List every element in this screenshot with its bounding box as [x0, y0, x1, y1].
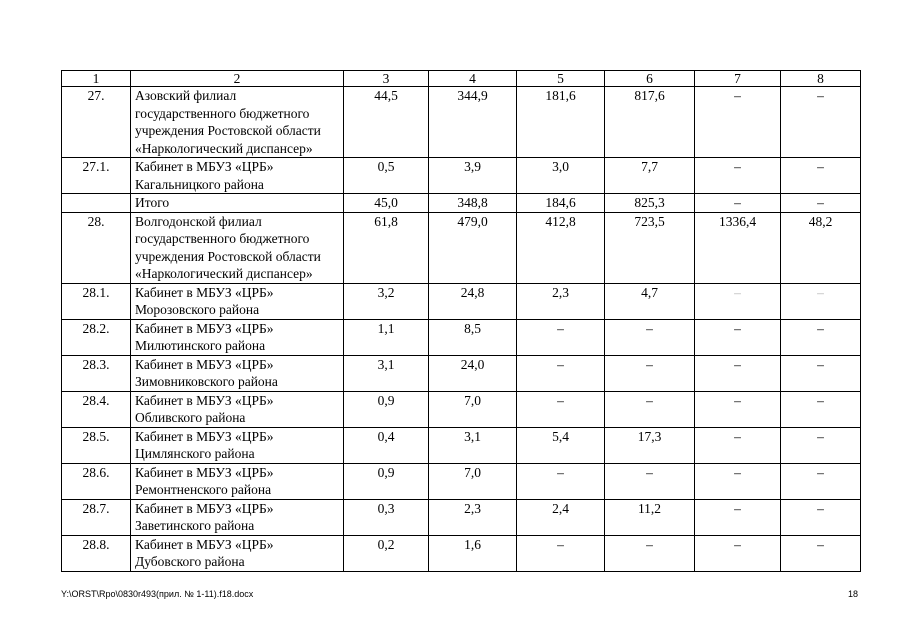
value-cell-5: 181,6: [517, 87, 605, 158]
table-row: [62, 535, 861, 571]
table-row: [62, 87, 861, 158]
value-cell-5: 3,0: [517, 158, 605, 194]
table-body: [62, 71, 861, 572]
value-cell-6: –: [605, 319, 695, 355]
table-row: [62, 355, 861, 391]
value-cell-3: 3,2: [344, 283, 429, 319]
value-cell-8: –: [781, 283, 861, 319]
row-number-cell: 28.8.: [62, 535, 131, 571]
table-row: [62, 319, 861, 355]
value-cell-6: 723,5: [605, 212, 695, 283]
value-cell-3: 0,9: [344, 463, 429, 499]
value-cell-3: 0,3: [344, 499, 429, 535]
value-cell-6: –: [605, 463, 695, 499]
value-cell-5: 2,3: [517, 283, 605, 319]
table-row: [62, 463, 861, 499]
row-name-cell: Кабинет в МБУЗ «ЦРБ» Ремонтненского района: [131, 463, 344, 499]
table-row: [62, 194, 861, 213]
row-number-cell: 27.: [62, 87, 131, 158]
row-number-cell: 28.3.: [62, 355, 131, 391]
row-name-cell: Кабинет в МБУЗ «ЦРБ» Заветинского района: [131, 499, 344, 535]
value-cell-6: 17,3: [605, 427, 695, 463]
row-number-cell: 28.6.: [62, 463, 131, 499]
value-cell-4: 24,0: [429, 355, 517, 391]
row-name-cell: Кабинет в МБУЗ «ЦРБ» Зимовниковского района: [131, 355, 344, 391]
row-number-cell: 27.1.: [62, 158, 131, 194]
value-cell-8: –: [781, 158, 861, 194]
header-cell: 4: [429, 71, 517, 87]
header-cell: 7: [695, 71, 781, 87]
value-cell-6: –: [605, 391, 695, 427]
value-cell-5: –: [517, 463, 605, 499]
value-cell-6: 817,6: [605, 87, 695, 158]
value-cell-5: –: [517, 355, 605, 391]
row-number-cell: 28.5.: [62, 427, 131, 463]
value-cell-7: –: [695, 391, 781, 427]
value-cell-7: –: [695, 427, 781, 463]
value-cell-5: 2,4: [517, 499, 605, 535]
value-cell-6: –: [605, 355, 695, 391]
table-row: [62, 427, 861, 463]
row-name-cell: Кабинет в МБУЗ «ЦРБ» Морозовского района: [131, 283, 344, 319]
value-cell-4: 3,1: [429, 427, 517, 463]
row-name-cell: Волгодонской филиал государственного бюджетного учреждения Ростовской области «Наркологический диспансер»: [131, 212, 344, 283]
value-cell-8: –: [781, 355, 861, 391]
row-number-cell: 28.1.: [62, 283, 131, 319]
row-name-cell: Кабинет в МБУЗ «ЦРБ» Дубовского района: [131, 535, 344, 571]
value-cell-4: 24,8: [429, 283, 517, 319]
value-cell-4: 1,6: [429, 535, 517, 571]
value-cell-3: 45,0: [344, 194, 429, 213]
value-cell-7: –: [695, 283, 781, 319]
value-cell-7: –: [695, 319, 781, 355]
value-cell-5: –: [517, 319, 605, 355]
value-cell-5: –: [517, 391, 605, 427]
value-cell-7: –: [695, 499, 781, 535]
value-cell-8: –: [781, 87, 861, 158]
value-cell-4: 7,0: [429, 463, 517, 499]
value-cell-4: 344,9: [429, 87, 517, 158]
table-header-row: [62, 71, 861, 87]
value-cell-5: 412,8: [517, 212, 605, 283]
row-number-cell: 28.4.: [62, 391, 131, 427]
value-cell-5: 5,4: [517, 427, 605, 463]
value-cell-8: –: [781, 391, 861, 427]
header-cell: 1: [62, 71, 131, 87]
row-name-cell: Итого: [131, 194, 344, 213]
value-cell-6: 11,2: [605, 499, 695, 535]
value-cell-7: –: [695, 87, 781, 158]
value-cell-7: –: [695, 194, 781, 213]
value-cell-7: –: [695, 355, 781, 391]
value-cell-3: 0,9: [344, 391, 429, 427]
value-cell-4: 348,8: [429, 194, 517, 213]
value-cell-6: 7,7: [605, 158, 695, 194]
row-name-cell: Кабинет в МБУЗ «ЦРБ» Цимлянского района: [131, 427, 344, 463]
value-cell-3: 61,8: [344, 212, 429, 283]
table-row: [62, 283, 861, 319]
row-number-cell: 28.7.: [62, 499, 131, 535]
value-cell-7: –: [695, 158, 781, 194]
value-cell-7: 1336,4: [695, 212, 781, 283]
value-cell-4: 2,3: [429, 499, 517, 535]
value-cell-3: 1,1: [344, 319, 429, 355]
header-cell: 8: [781, 71, 861, 87]
value-cell-8: 48,2: [781, 212, 861, 283]
footer-file-path: Y:\ORST\Rpo\0830r493(прил. № 1-11).f18.docx: [61, 589, 254, 599]
value-cell-7: –: [695, 463, 781, 499]
value-cell-8: –: [781, 535, 861, 571]
value-cell-3: 0,5: [344, 158, 429, 194]
table-row: [62, 499, 861, 535]
row-number-cell: 28.: [62, 212, 131, 283]
value-cell-6: 4,7: [605, 283, 695, 319]
value-cell-8: –: [781, 499, 861, 535]
row-name-cell: Кабинет в МБУЗ «ЦРБ» Обливского района: [131, 391, 344, 427]
value-cell-8: –: [781, 319, 861, 355]
row-number-cell: 28.2.: [62, 319, 131, 355]
value-cell-4: 8,5: [429, 319, 517, 355]
value-cell-5: –: [517, 535, 605, 571]
table-row: [62, 158, 861, 194]
row-name-cell: Азовский филиал государственного бюджетного учреждения Ростовской области «Наркологический диспансер»: [131, 87, 344, 158]
data-table: [61, 70, 861, 572]
value-cell-8: –: [781, 427, 861, 463]
header-cell: 3: [344, 71, 429, 87]
row-name-cell: Кабинет в МБУЗ «ЦРБ» Кагальницкого района: [131, 158, 344, 194]
value-cell-5: 184,6: [517, 194, 605, 213]
row-name-cell: Кабинет в МБУЗ «ЦРБ» Милютинского района: [131, 319, 344, 355]
value-cell-4: 479,0: [429, 212, 517, 283]
value-cell-4: 3,9: [429, 158, 517, 194]
table-row: [62, 212, 861, 283]
value-cell-3: 3,1: [344, 355, 429, 391]
value-cell-3: 0,2: [344, 535, 429, 571]
header-cell: 6: [605, 71, 695, 87]
header-cell: 2: [131, 71, 344, 87]
row-number-cell: [62, 194, 131, 213]
value-cell-3: 0,4: [344, 427, 429, 463]
table-row: [62, 391, 861, 427]
value-cell-7: –: [695, 535, 781, 571]
value-cell-8: –: [781, 194, 861, 213]
value-cell-4: 7,0: [429, 391, 517, 427]
footer-page-number: 18: [848, 589, 859, 599]
value-cell-6: –: [605, 535, 695, 571]
header-cell: 5: [517, 71, 605, 87]
value-cell-6: 825,3: [605, 194, 695, 213]
value-cell-8: –: [781, 463, 861, 499]
value-cell-3: 44,5: [344, 87, 429, 158]
